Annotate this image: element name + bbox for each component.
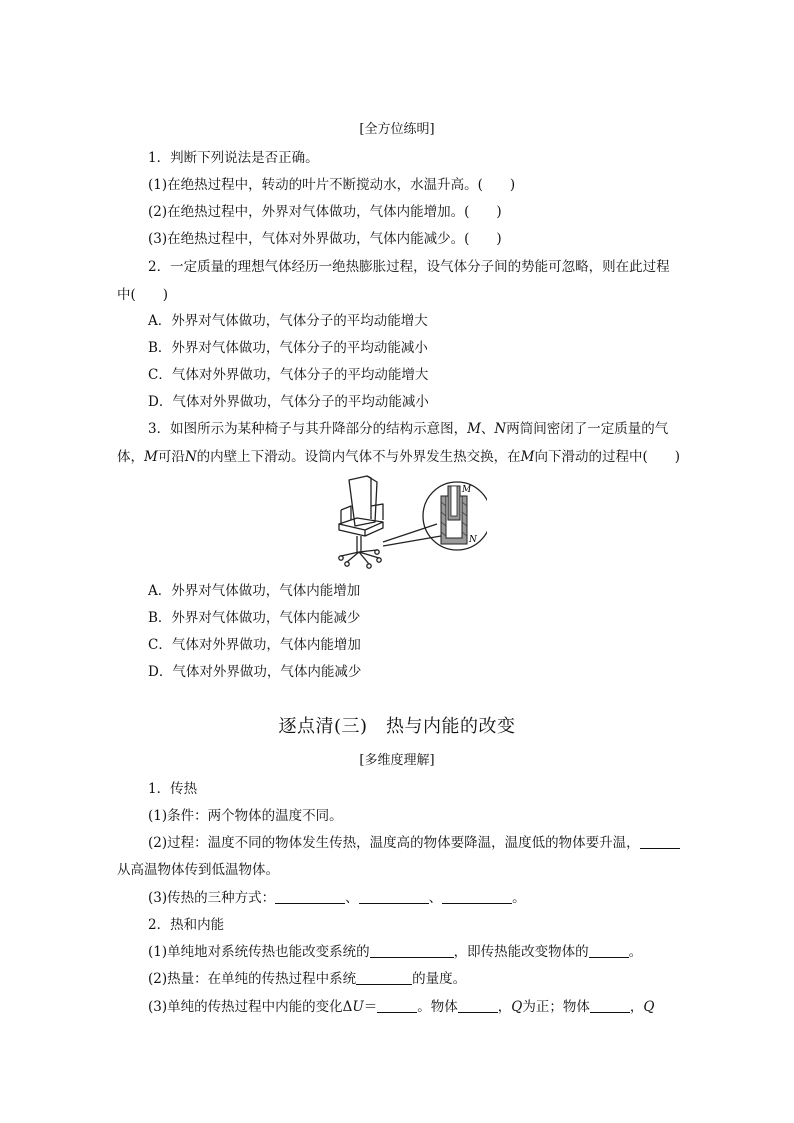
point-1-title: 1．传热 xyxy=(148,781,198,797)
fill-blank[interactable] xyxy=(356,970,412,985)
question-3-option-a: A．外界对气体做功，气体内能增加 xyxy=(148,583,361,599)
point-2-item-2: (2)热量：在单纯的传热过程中系统 的量度。 xyxy=(148,971,467,987)
point-1-process-cont: 从高温物体传到低温物体。 xyxy=(117,862,279,878)
fill-blank[interactable] xyxy=(640,834,680,849)
label-m: M xyxy=(462,485,472,495)
question-3-stem: 3．如图所示为某种椅子与其升降部分的结构示意图，M、N两筒间密闭了一定质量的气 xyxy=(148,421,669,437)
question-1-item-3: (3)在绝热过程中，气体对外界做功，气体内能减少。( ) xyxy=(148,231,502,247)
point-1-condition: (1)条件：两个物体的温度不同。 xyxy=(148,808,343,824)
chair-column xyxy=(357,536,361,552)
fill-blank[interactable] xyxy=(442,889,512,904)
chair-seat xyxy=(339,518,383,530)
point-2-item-1: (1)单纯地对系统传热也能改变系统的 ，即传热能改变物体的 。 xyxy=(148,944,643,960)
fill-blank[interactable] xyxy=(377,998,417,1013)
question-2-option-b: B．外界对气体做功，气体分子的平均动能减小 xyxy=(148,340,428,356)
question-2-option-d: D．气体对外界做功，气体分子的平均动能减小 xyxy=(148,394,429,410)
chair-armrest xyxy=(341,506,351,520)
section-tag: [全方位练明] xyxy=(359,122,435,137)
point-1-methods: (3)传热的三种方式： 、 、 。 xyxy=(148,890,526,906)
question-1-item-2: (2)在绝热过程中，外界对气体做功，气体内能增加。( ) xyxy=(148,204,502,220)
question-1-stem: 1．判断下列说法是否正确。 xyxy=(148,150,319,166)
question-2-stem: 2．一定质量的理想气体经历一绝热膨胀过程，设气体分子间的势能可忽略，则在此过程 xyxy=(148,259,670,275)
question-1-item-1: (1)在绝热过程中，转动的叶片不断搅动水，水温升高。( ) xyxy=(148,177,516,193)
chair-lift-figure xyxy=(327,472,487,572)
fill-blank[interactable] xyxy=(359,889,429,904)
fill-blank[interactable] xyxy=(275,889,345,904)
question-2-option-c: C．气体对外界做功，气体分子的平均动能增大 xyxy=(148,367,429,383)
question-2-stem-cont: 中( ) xyxy=(117,287,169,303)
point-1-process: (2)过程：温度不同的物体发生传热，温度高的物体要降温，温度低的物体要升温， xyxy=(148,834,680,852)
section-heading: 逐点清(三) 热与内能的改变 xyxy=(278,716,516,737)
fill-blank[interactable] xyxy=(589,943,629,958)
point-2-title: 2．热和内能 xyxy=(148,917,225,933)
cylinder-assembly xyxy=(441,485,478,545)
section-tag-2: [多维度理解] xyxy=(359,753,435,768)
question-3-option-b: B．外界对气体做功，气体内能减少 xyxy=(148,610,361,626)
label-n: N xyxy=(469,535,477,545)
fill-blank[interactable] xyxy=(590,998,630,1013)
point-2-item-3: (3)单纯的传热过程中内能的变化ΔU＝ 。物体 ，Q为正；物体 ，Q xyxy=(148,999,655,1015)
question-3-option-c: C．气体对外界做功，气体内能增加 xyxy=(148,637,361,653)
question-2-option-a: A．外界对气体做功，气体分子的平均动能增大 xyxy=(148,313,428,329)
fill-blank[interactable] xyxy=(370,943,454,958)
fill-blank[interactable] xyxy=(458,998,498,1013)
question-3-option-d: D．气体对外界做功，气体内能减少 xyxy=(148,664,362,680)
question-3-stem-cont: 体，M可沿N的内壁上下滑动。设筒内气体不与外界发生热交换，在M向下滑动的过程中( ) xyxy=(117,449,681,465)
